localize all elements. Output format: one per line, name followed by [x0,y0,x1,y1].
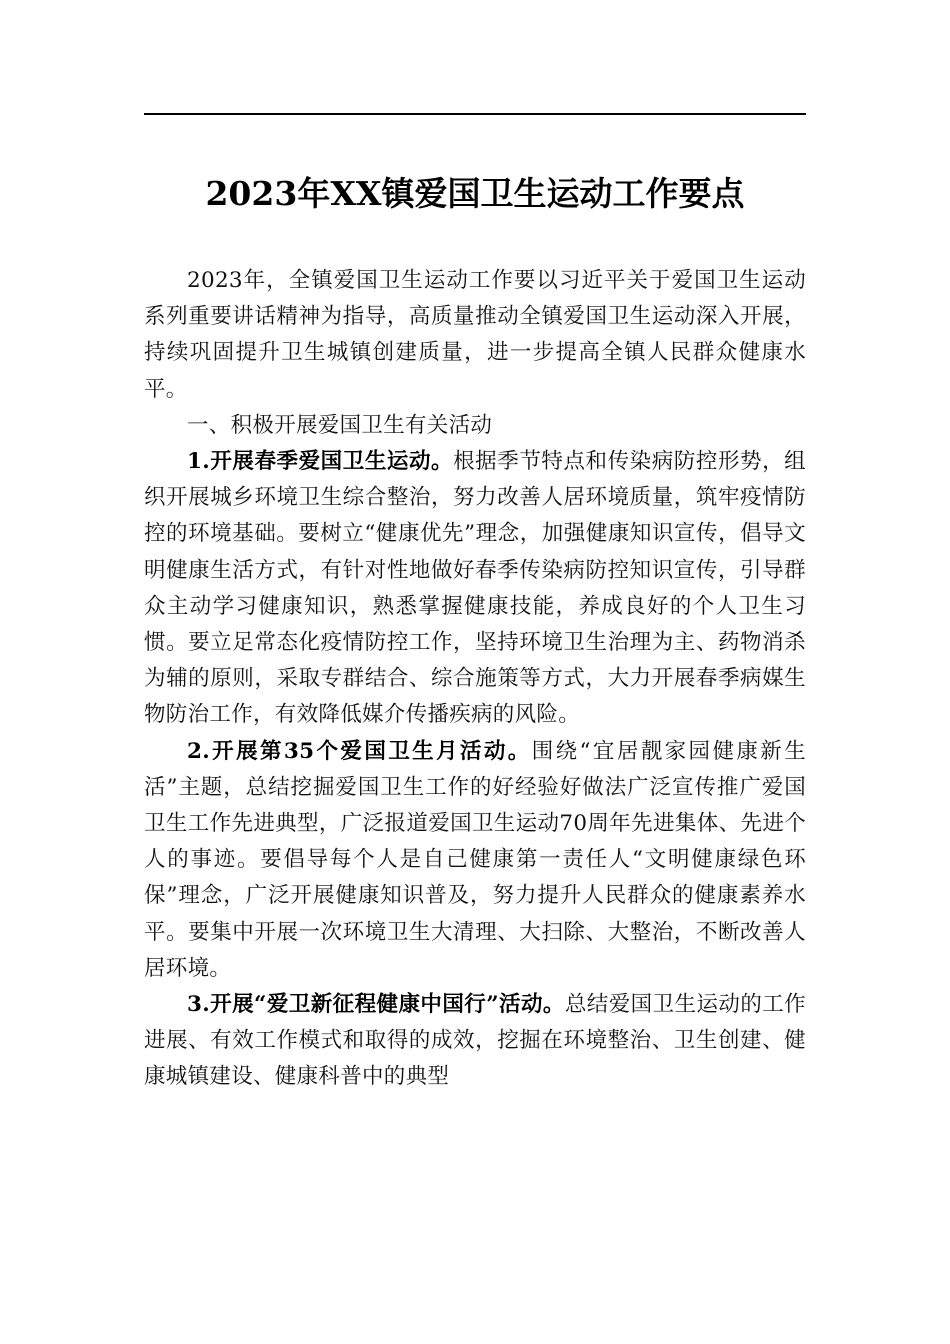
intro-paragraph: 2023年，全镇爱国卫生运动工作要以习近平关于爱国卫生运动系列重要讲话精神为指导，高质量推动全镇爱国卫生运动深入开展，持续巩固提升卫生城镇创建质量，进一步提高全镇人民群众健康水平。 [144,268,806,402]
item-lead: 3.开展“爱卫新征程健康中国行”活动。 [187,992,565,1018]
item-paragraph-1 [144,444,806,734]
item-text: 围绕“宜居靓家园健康新生活”主题，总结挖掘爱国卫生工作的好经验好做法广泛宣传推广爱国卫生工作先进典型，广泛报道爱国卫生运动70周年先进集体、先进个人的事迹。要倡导每个人是自己健康第一责任人“文明健康绿色环保”理念，广泛开展健康知识普及，努力提升人民群众的健康素养水平。要集中开展一次环境卫生大清理、大扫除、大整治，不断改善人居环境。 [144,738,806,981]
document-body [144,263,806,1096]
item-lead: 2.开展第35个爱国卫生月活动。 [187,738,532,764]
header-rule [144,113,806,115]
item-lead: 1.开展春季爱国卫生运动。 [187,449,454,475]
document-title: 2023年XX镇爱国卫生运动工作要点 [205,174,745,213]
item-paragraph-2 [144,734,806,987]
item-paragraph-3 [144,987,806,1096]
section-heading: 一、积极开展爱国卫生有关活动 [187,412,493,438]
item-text: 根据季节特点和传染病防控形势，组织开展城乡环境卫生综合整治，努力改善人居环境质量，筑牢疫情防控的环境基础。要树立“健康优先”理念，加强健康知识宣传，倡导文明健康生活方式，有针对性地做好春季传染病防控知识宣传，引导群众主动学习健康知识，熟悉掌握健康技能，养成良好的个人卫生习惯。要立足常态化疫情防控工作，坚持环境卫生治理为主、药物消杀为辅的原则，采取专群结合、综合施策等方式，大力开展春季病媒生物防治工作，有效降低媒介传播疾病的风险。 [144,449,806,728]
item-text: 总结爱国卫生运动的工作进展、有效工作模式和取得的成效，挖掘在环境整治、卫生创建、健康城镇建设、健康科普中的典型 [144,992,806,1090]
